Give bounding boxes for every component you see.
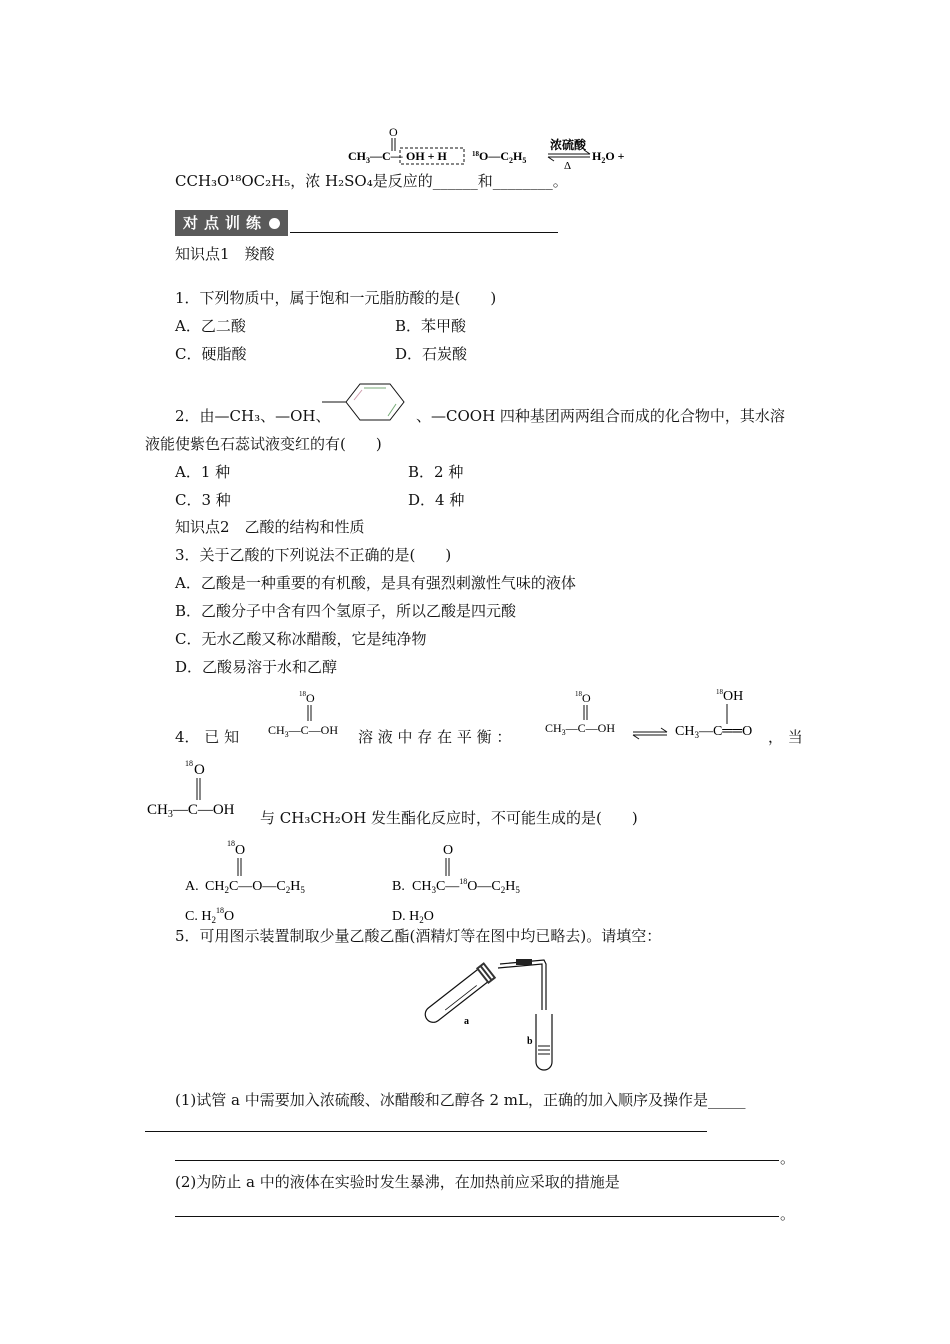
q5-sub2-end: 。 <box>780 1205 796 1223</box>
q5-sub2: (2)为防止 a 中的液体在实验时发生暴沸，在加热前应采取的措施是 <box>175 1173 620 1191</box>
top-reaction-equation <box>340 124 640 172</box>
q4-mid: 溶 液 中 存 在 平 衡 ： <box>358 728 512 746</box>
svg-text:OH: OH <box>723 689 744 704</box>
q4-line2: 与 CH₃CH₂OH 发生酯化反应时，不可能生成的是( ) <box>260 809 638 827</box>
benzene-ring-icon <box>320 378 414 428</box>
svg-text:O: O <box>443 843 454 858</box>
svg-text:CH3—C══O: $CH_3—C══O$ <box>675 724 753 740</box>
svg-text:O: O <box>235 843 246 858</box>
q3-option-b: B．乙酸分子中含有四个氢原子，所以乙酸是四元酸 <box>175 602 517 620</box>
svg-text:OH + H: OH + H <box>406 149 447 163</box>
q1-stem: 1．下列物质中，属于饱和一元脂肪酸的是( ) <box>175 289 497 307</box>
answer-line-3[interactable] <box>175 1216 779 1217</box>
q4-option-d <box>390 900 460 926</box>
svg-text:18: 18 <box>575 690 582 698</box>
q3-option-d: D．乙酸易溶于水和乙醇 <box>175 658 338 676</box>
q1-option-c: C．硬脂酸 <box>175 345 247 363</box>
section-header <box>175 210 288 236</box>
knowledge-point-1: 知识点1 羧酸 <box>175 245 275 263</box>
q3-stem: 3．关于乙酸的下列说法不正确的是( ) <box>175 546 452 564</box>
q3-option-c: C．无水乙酸又称冰醋酸，它是纯净物 <box>175 630 427 648</box>
svg-text:18: 18 <box>299 690 306 698</box>
svg-text:18: 18 <box>227 839 235 848</box>
q4-lead: 4． 已 知 <box>175 728 240 746</box>
knowledge-point-2: 知识点2 乙酸的结构和性质 <box>175 518 365 536</box>
delta-symbol: Δ <box>564 160 572 172</box>
svg-text:CH3—C—OH: $CH_3—C—OH$ <box>147 802 235 820</box>
svg-text:CH3—C—OH: $CH_3—C—OH$ <box>268 723 339 739</box>
acetic-acid-18o-structure-large <box>145 756 255 824</box>
label-a: a <box>464 1016 469 1027</box>
q3-option-a: A．乙酸是一种重要的有机酸，是具有强烈刺激性气味的液体 <box>175 574 576 592</box>
label-b: b <box>527 1036 533 1047</box>
svg-text:A.: A. <box>185 879 199 894</box>
svg-text:D. H2O: D. $H_2O$ <box>392 909 434 925</box>
header-divider <box>290 232 558 233</box>
q1-option-b: B．苯甲酸 <box>395 317 467 335</box>
svg-text:CH3—C—: $CH_3—C—$ <box>348 149 403 165</box>
q2-option-d: D．4 种 <box>408 491 465 509</box>
svg-text:18: 18 <box>185 759 193 768</box>
apparatus-diagram <box>420 950 570 1074</box>
q2-stem-pre: 2．由—CH₃、—OH、 <box>175 407 331 425</box>
q4-option-b-structure <box>390 838 560 900</box>
svg-text:O: O <box>582 691 591 705</box>
answer-line-1[interactable] <box>145 1131 707 1132</box>
q5-stem: 5．可用图示装置制取少量乙酸乙酯(酒精灯等在图中均已略去)。请填空： <box>175 927 662 945</box>
svg-text:CH3C—18O—C2H5: $CH_3C—^{18}O—C_2H_5$ <box>412 877 520 895</box>
svg-text:18O—C2H5: $^{18}O—C_2H_5$ <box>472 149 527 165</box>
q4-tail: ， 当 <box>768 728 803 746</box>
svg-text:18: 18 <box>716 688 723 696</box>
q5-sub1: (1)试管 a 中需要加入浓硫酸、冰醋酸和乙醇各 2 mL，正确的加入顺序及操作是_____ <box>175 1091 746 1109</box>
q2-stem-post: 、—COOH 四种基团两两组合而成的化合物中，其水溶 <box>416 407 785 425</box>
q4-option-a-structure <box>183 838 343 900</box>
q2-option-c: C．3 种 <box>175 491 231 509</box>
catalyst-label: 浓硫酸 <box>550 138 587 152</box>
svg-text:B.: B. <box>392 879 405 894</box>
q2-option-b: B．2 种 <box>408 463 464 481</box>
q1-option-d: D．石炭酸 <box>395 345 468 363</box>
svg-text:C. H218O: C. $H_2^{18}O$ <box>185 906 235 925</box>
q2-stem-line2: 液能使紫色石蕊试液变红的有( ) <box>145 435 382 453</box>
carbonyl-oxygen: O <box>389 125 398 139</box>
svg-text:CH2C—O—C2H5: $CH_2C—O—C_2H_5$ <box>205 879 305 895</box>
svg-text:H2O +: $H_2O$ + <box>592 149 625 165</box>
answer-line-2[interactable] <box>175 1160 779 1161</box>
bullet-dot-icon <box>269 218 280 229</box>
section-header-label: 对点训练 <box>183 214 268 232</box>
q4-option-c <box>183 900 273 926</box>
q5-sub1-end: 。 <box>780 1149 796 1167</box>
svg-text:O: O <box>306 691 315 705</box>
acetic-acid-18o-structure <box>266 688 356 740</box>
q2-option-a: A．1 种 <box>175 463 231 481</box>
svg-text:CH3—C—OH: $CH_3—C—OH$ <box>545 721 616 737</box>
equilibrium-structures <box>543 684 771 742</box>
q1-option-a: A．乙二酸 <box>175 317 246 335</box>
continuation-line: CCH₃O¹⁸OC₂H₅，浓 H₂SO₄是反应的______和________。 <box>175 172 568 190</box>
svg-text:O: O <box>194 762 205 778</box>
